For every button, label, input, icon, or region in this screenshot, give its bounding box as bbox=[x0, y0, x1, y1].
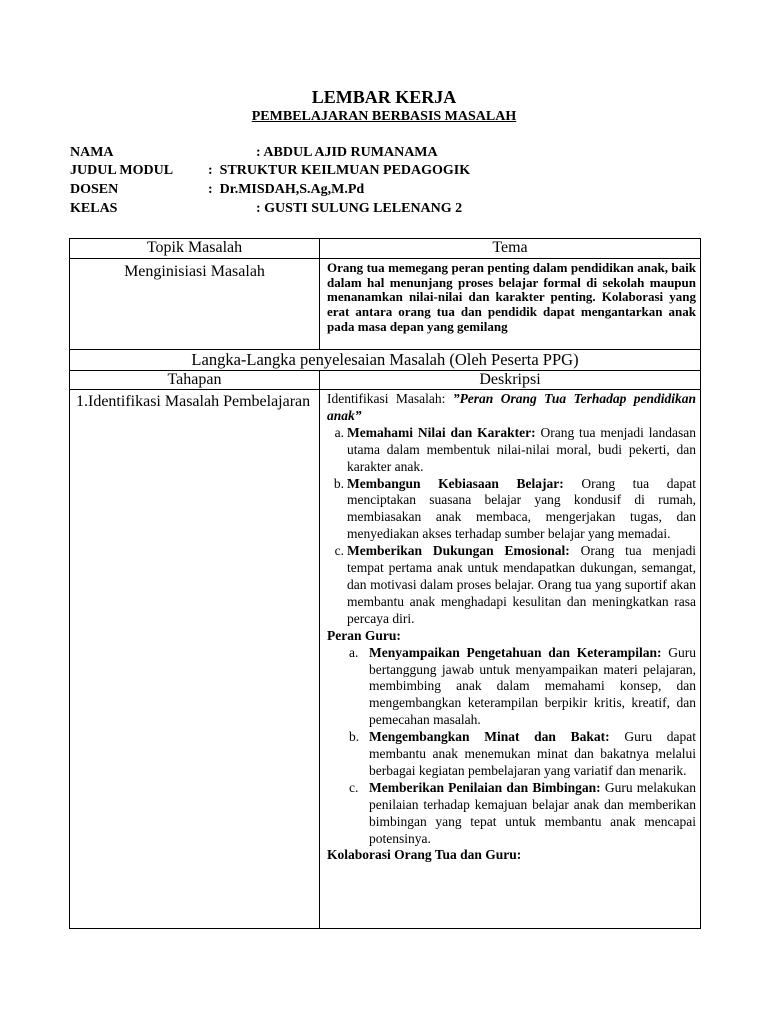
deskripsi-cell bbox=[320, 390, 701, 929]
identifikasi-line: Identifikasi Masalah: ”Peran Orang Tua Terhadap pendidikan anak” bbox=[327, 391, 697, 423]
guru-item: c. Memberikan Penilaian dan Bimbingan: Guru melakukan penilaian terhadap kemajuan belajar anak dan memberikan bimbingan yang tepat untuk membantu anak mencapai potensinya. bbox=[349, 779, 696, 846]
kolaborasi-heading: Kolaborasi Orang Tua dan Guru: bbox=[327, 847, 522, 863]
page-title: LEMBAR KERJA bbox=[311, 87, 457, 107]
info-value-nama: : ABDUL AJID RUMANAMA bbox=[256, 145, 438, 160]
page-subtitle: PEMBELAJARAN BERBASIS MASALAH bbox=[251, 109, 517, 124]
tahapan-cell: 1.Identifikasi Masalah Pembelajaran bbox=[70, 390, 320, 929]
ortu-item: a. Memahami Nilai dan Karakter: Orang tua menjadi landasan utama dalam membentuk nilai-nilai moral, budi pekerti, dan karakter anak. bbox=[334, 424, 696, 474]
info-label-judul-modul: JUDUL MODUL bbox=[70, 163, 174, 178]
header-topik-masalah: Topik Masalah bbox=[70, 239, 320, 259]
guru-item: a. Menyampaikan Pengetahuan dan Keterampilan: Guru bertanggung jawab untuk menyampaikan materi pelajaran, membimbing anak dalam memahami konsep, dan mengembangkan keterampilan berpikir kritis, kreatif, dan pemecahan masalah. bbox=[349, 644, 696, 728]
info-label-dosen: DOSEN bbox=[70, 182, 119, 197]
tema-cell: Orang tua memegang peran penting dalam pendidikan anak, baik dalam hal menunjang proses belajar formal di sekolah maupun menanamkan nilai-nilai dan karakter penting. Kolaborasi yang erat antara orang tua dan pendidik dapat mengantarkan anak pada masa depan yang gemilang bbox=[320, 259, 701, 350]
header-tema: Tema bbox=[320, 239, 701, 259]
ortu-item: c. Memberikan Dukungan Emosional: Orang tua menjadi tempat pertama anak untuk mendapatkan dukungan, semangat, dan motivasi dalam proses belajar. Orang tua yang suportif akan membantu anak menghadapi kesulitan dan meningkatkan rasa percaya diri. bbox=[334, 543, 697, 626]
guru-item: b. Mengembangkan Minat dan Bakat: Guru dapat membantu anak menemukan minat dan bakatnya melalui berbagai kegiatan pembelajaran yang variatif dan menarik. bbox=[349, 729, 697, 778]
topik-cell: Menginisiasi Masalah bbox=[70, 259, 320, 350]
worksheet-table bbox=[69, 238, 701, 929]
info-value-judul-modul: : STRUKTUR KEILMUAN PEDAGOGIK bbox=[208, 163, 471, 178]
info-value-kelas: : GUSTI SULUNG LELENANG 2 bbox=[256, 201, 463, 216]
langkah-heading: Langka-Langka penyelesaian Masalah (Oleh Peserta PPG) bbox=[70, 350, 701, 371]
ortu-item: b. Membangun Kebiasaan Belajar: Orang tua dapat menciptakan suasana belajar yang kondusif di rumah, membiasakan anak membaca, mengerjakan tugas, dan menyediakan akses terhadap sumber belajar yang memadai. bbox=[333, 475, 696, 542]
header-deskripsi: Deskripsi bbox=[320, 371, 701, 390]
info-label-nama: NAMA bbox=[70, 145, 114, 160]
header-tahapan: Tahapan bbox=[70, 371, 320, 390]
info-value-dosen: : Dr.MISDAH,S.Ag,M.Pd bbox=[208, 182, 365, 197]
info-label-kelas: KELAS bbox=[70, 201, 118, 216]
peran-guru-heading: Peran Guru: bbox=[327, 627, 401, 643]
